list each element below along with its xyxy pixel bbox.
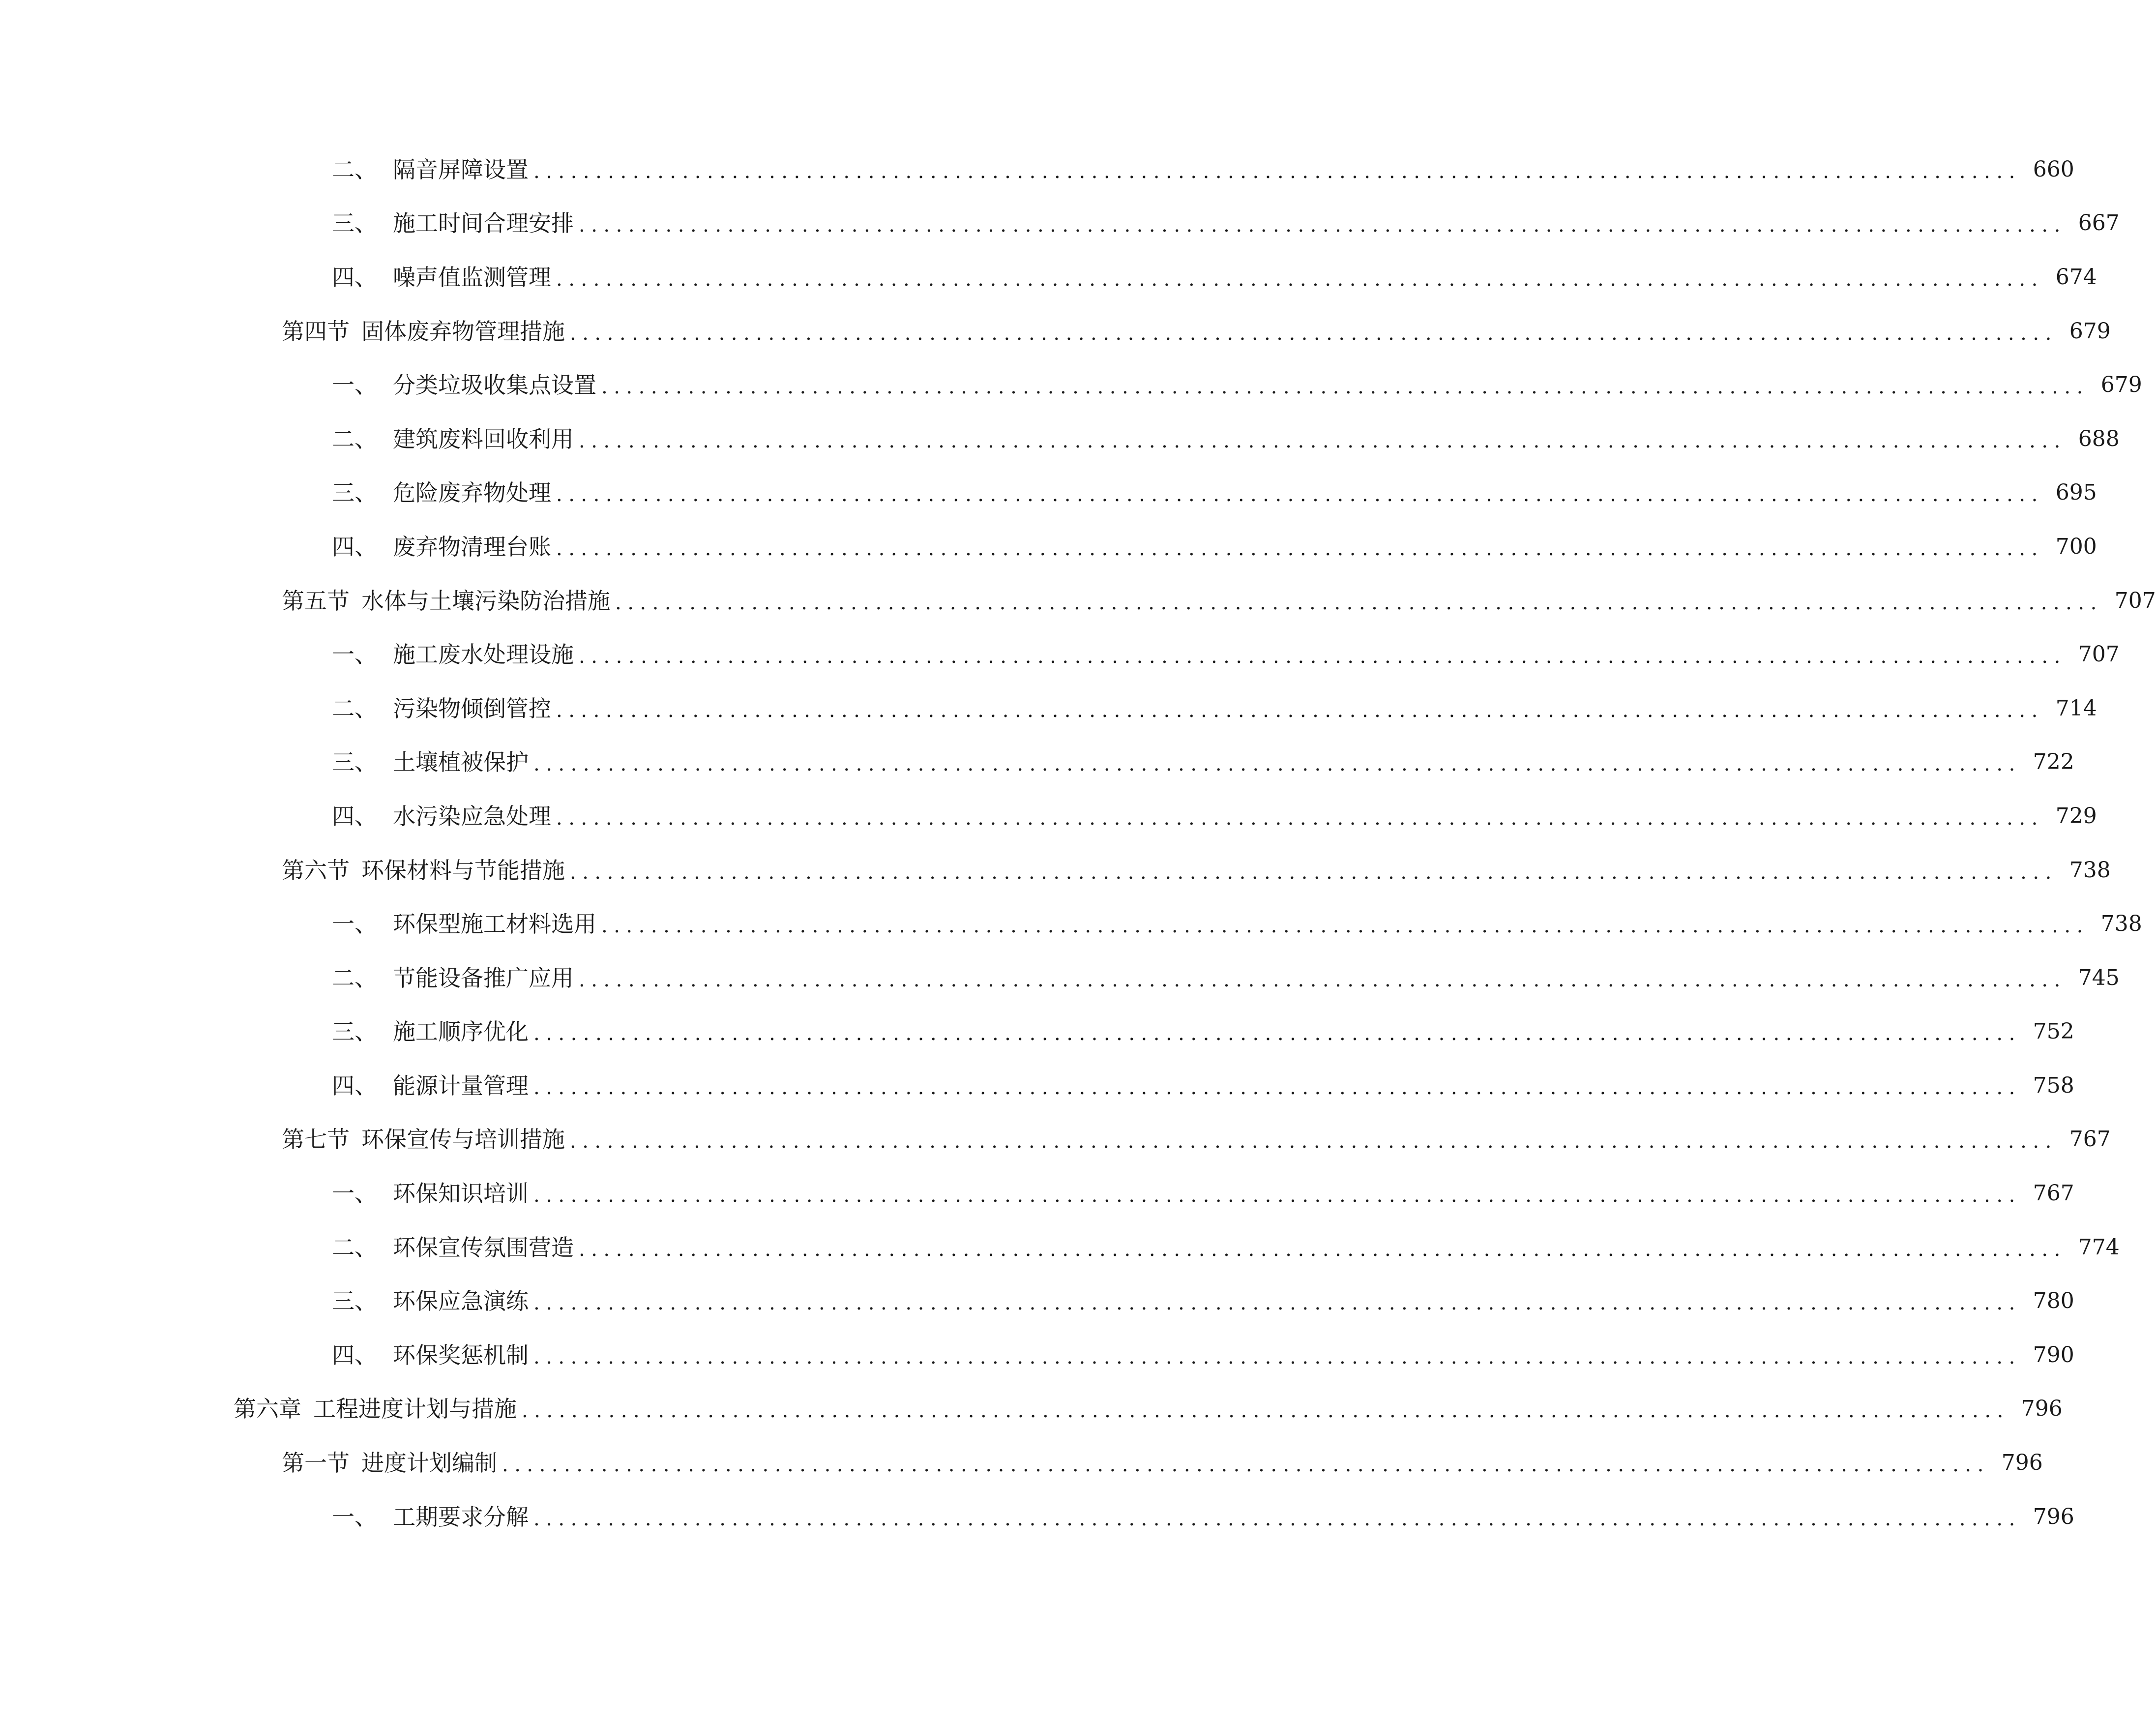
- toc-entry-label: [332, 158, 529, 181]
- toc-entry-title: 土壤植被保护: [393, 749, 529, 776]
- toc-entry[interactable]: [0, 574, 2156, 628]
- toc-entry-title: 环保应急演练: [393, 1288, 529, 1315]
- toc-entry-page-number: 688: [2078, 426, 2120, 451]
- toc-entry-title: 环保宣传与培训措施: [361, 1126, 565, 1153]
- toc-entry-label: [332, 964, 574, 991]
- toc-entry-page-number: 790: [2033, 1342, 2074, 1368]
- toc-entry-label: [282, 1450, 497, 1477]
- dot-leader: ........................................................................................................................: [556, 699, 2044, 722]
- toc-entry-title: 环保材料与节能措施: [361, 857, 565, 884]
- toc-entry[interactable]: [0, 412, 2120, 466]
- toc-entry-title: 能源计量管理: [393, 1072, 529, 1099]
- toc-entry-number: 第四节: [282, 318, 350, 345]
- toc-entry-page-number: 679: [2069, 318, 2111, 344]
- toc-entry-number: 二、: [332, 156, 377, 183]
- toc-entry[interactable]: [0, 1274, 2074, 1328]
- toc-entry-title: 废弃物清理台账: [393, 533, 551, 560]
- toc-entry[interactable]: [0, 1490, 2074, 1544]
- dot-leader: ........................................................................................................................: [570, 1130, 2058, 1153]
- toc-entry[interactable]: [0, 1220, 2120, 1275]
- toc-entry-title: 固体废弃物管理措施: [361, 318, 565, 345]
- dot-leader: ........................................................................................................................: [533, 1022, 2021, 1045]
- dot-leader: ........................................................................................................................: [502, 1454, 1990, 1477]
- toc-entry-number: 第七节: [282, 1126, 350, 1153]
- dot-leader: ........................................................................................................................: [556, 268, 2044, 291]
- toc-entry-page-number: 767: [2033, 1181, 2074, 1206]
- toc-entry[interactable]: [0, 1436, 2043, 1490]
- toc-entry-title: 施工废水处理设施: [393, 641, 574, 668]
- dot-leader: ........................................................................................................................: [570, 861, 2058, 884]
- toc-entry-page-number: 780: [2033, 1288, 2074, 1314]
- toc-entry-page-number: 707: [2078, 642, 2120, 667]
- toc-entry-title: 污染物倾倒管控: [393, 695, 551, 722]
- toc-entry[interactable]: [0, 1166, 2074, 1220]
- toc-entry-number: 一、: [332, 1180, 377, 1207]
- toc-entry-number: 四、: [332, 1341, 377, 1368]
- dot-leader: ........................................................................................................................: [579, 1238, 2067, 1261]
- toc-entry-number: 二、: [332, 695, 377, 722]
- toc-entry-label: [332, 1020, 529, 1043]
- toc-entry-label: [282, 1128, 565, 1151]
- dot-leader: ........................................................................................................................: [579, 645, 2067, 668]
- toc-entry-title: 水污染应急处理: [393, 803, 551, 830]
- toc-entry-title: 环保宣传氛围营造: [393, 1234, 574, 1261]
- toc-entry-number: 三、: [332, 1018, 377, 1045]
- toc-entry-page-number: 722: [2033, 749, 2074, 775]
- dot-leader: ........................................................................................................................: [556, 806, 2044, 830]
- toc-entry-number: 二、: [332, 425, 377, 452]
- toc-entry-label: [282, 320, 565, 343]
- toc-entry[interactable]: [0, 1113, 2111, 1167]
- toc-entry-page-number: 738: [2100, 911, 2142, 937]
- toc-entry[interactable]: [0, 250, 2097, 304]
- dot-leader: ........................................................................................................................: [556, 537, 2044, 560]
- toc-entry-title: 工程进度计划与措施: [313, 1396, 517, 1423]
- toc-entry-label: [234, 1396, 517, 1423]
- dot-leader: ........................................................................................................................: [533, 1292, 2021, 1315]
- toc-entry-page-number: 695: [2055, 480, 2097, 506]
- dot-leader: ........................................................................................................................: [533, 1345, 2021, 1368]
- toc-entry-label: [332, 1236, 574, 1259]
- toc-entry-title: 噪声值监测管理: [393, 264, 551, 291]
- table-of-contents: [0, 143, 2156, 1544]
- toc-entry[interactable]: [0, 1382, 2063, 1436]
- dot-leader: ........................................................................................................................: [533, 160, 2021, 183]
- toc-entry[interactable]: [0, 1059, 2074, 1113]
- toc-entry-number: 三、: [332, 749, 377, 776]
- dot-leader: ........................................................................................................................: [579, 968, 2067, 991]
- toc-entry-title: 分类垃圾收集点设置: [393, 372, 596, 399]
- dot-leader: ........................................................................................................................: [570, 322, 2058, 345]
- dot-leader: ........................................................................................................................: [533, 1184, 2021, 1207]
- toc-entry-title: 节能设备推广应用: [393, 964, 574, 991]
- toc-entry[interactable]: [0, 520, 2097, 574]
- toc-entry-number: 二、: [332, 1234, 377, 1261]
- toc-entry-number: 三、: [332, 479, 377, 506]
- toc-entry-page-number: 660: [2033, 156, 2074, 182]
- toc-entry-title: 危险废弃物处理: [393, 479, 551, 506]
- toc-entry-label: [332, 749, 529, 776]
- dot-leader: ........................................................................................................................: [533, 1076, 2021, 1099]
- toc-entry-number: 一、: [332, 372, 377, 399]
- dot-leader: ........................................................................................................................: [601, 376, 2089, 399]
- toc-entry-page-number: 738: [2069, 857, 2111, 883]
- dot-leader: ........................................................................................................................: [522, 1399, 2009, 1423]
- toc-entry-page-number: 700: [2055, 534, 2097, 559]
- toc-entry-label: [282, 587, 610, 614]
- toc-entry-label: [332, 425, 574, 452]
- toc-entry-title: 施工顺序优化: [393, 1018, 529, 1045]
- dot-leader: ........................................................................................................................: [579, 214, 2067, 237]
- toc-entry-title: 水体与土壤污染防治措施: [361, 587, 610, 614]
- toc-entry-number: 一、: [332, 911, 377, 938]
- toc-entry-page-number: 729: [2055, 803, 2097, 829]
- toc-entry-label: [332, 1503, 529, 1530]
- toc-entry-number: 四、: [332, 1072, 377, 1099]
- toc-entry-number: 一、: [332, 641, 377, 668]
- toc-entry[interactable]: [0, 304, 2111, 358]
- toc-entry[interactable]: [0, 358, 2142, 412]
- toc-entry-page-number: 752: [2033, 1019, 2074, 1044]
- toc-entry-label: [332, 643, 574, 666]
- toc-entry-title: 环保型施工材料选用: [393, 911, 596, 938]
- toc-entry-number: 第六章: [234, 1396, 301, 1423]
- toc-entry-page-number: 667: [2078, 210, 2120, 236]
- toc-entry-number: 四、: [332, 264, 377, 291]
- dot-leader: ........................................................................................................................: [533, 753, 2021, 776]
- dot-leader: ........................................................................................................................: [556, 483, 2044, 506]
- toc-entry-title: 建筑废料回收利用: [393, 425, 574, 452]
- toc-entry-label: [332, 372, 596, 399]
- toc-entry[interactable]: [0, 143, 2074, 197]
- toc-entry[interactable]: [0, 789, 2097, 843]
- toc-entry-page-number: 714: [2055, 695, 2097, 721]
- toc-entry[interactable]: [0, 197, 2120, 251]
- toc-entry-label: [282, 859, 565, 882]
- toc-entry-page-number: 774: [2078, 1234, 2120, 1260]
- toc-entry-title: 施工时间合理安排: [393, 210, 574, 237]
- toc-entry[interactable]: [0, 1005, 2074, 1059]
- toc-entry-label: [332, 1288, 529, 1315]
- toc-entry-number: 第一节: [282, 1450, 350, 1477]
- toc-entry[interactable]: [0, 627, 2120, 682]
- toc-entry[interactable]: [0, 951, 2120, 1005]
- toc-entry-page-number: 745: [2078, 965, 2120, 990]
- toc-entry-title: 工期要求分解: [393, 1503, 529, 1530]
- toc-entry-number: 第五节: [282, 587, 350, 614]
- toc-entry-title: 环保知识培训: [393, 1180, 529, 1207]
- toc-entry-page-number: 796: [2001, 1450, 2043, 1476]
- dot-leader: ........................................................................................................................: [579, 429, 2067, 452]
- toc-entry-label: [332, 535, 551, 558]
- toc-entry-number: 四、: [332, 803, 377, 830]
- toc-entry[interactable]: [0, 897, 2142, 951]
- toc-entry-label: [332, 481, 551, 504]
- toc-entry-label: [332, 266, 551, 289]
- toc-entry[interactable]: [0, 1328, 2074, 1382]
- toc-entry-page-number: 796: [2021, 1396, 2063, 1422]
- toc-entry-number: 一、: [332, 1503, 377, 1530]
- toc-entry[interactable]: [0, 682, 2097, 736]
- toc-entry-title: 进度计划编制: [361, 1450, 497, 1477]
- toc-entry-label: [332, 911, 596, 938]
- toc-entry-page-number: 767: [2069, 1127, 2111, 1152]
- toc-entry-page-number: 758: [2033, 1072, 2074, 1098]
- toc-entry-label: [332, 1074, 529, 1097]
- dot-leader: ........................................................................................................................: [615, 591, 2103, 614]
- toc-entry-page-number: 674: [2055, 264, 2097, 290]
- toc-entry-title: 环保奖惩机制: [393, 1341, 529, 1368]
- toc-entry-number: 二、: [332, 964, 377, 991]
- dot-leader: ........................................................................................................................: [601, 915, 2089, 938]
- toc-entry[interactable]: [0, 466, 2097, 520]
- toc-entry[interactable]: [0, 736, 2074, 790]
- toc-entry-number: 第六节: [282, 857, 350, 884]
- toc-entry[interactable]: [0, 843, 2111, 897]
- toc-entry-label: [332, 805, 551, 828]
- toc-entry-number: 四、: [332, 533, 377, 560]
- toc-entry-title: 隔音屏障设置: [393, 156, 529, 183]
- toc-entry-label: [332, 1341, 529, 1368]
- toc-entry-page-number: 707: [2114, 588, 2156, 613]
- toc-entry-page-number: 679: [2100, 372, 2142, 398]
- toc-entry-label: [332, 212, 574, 235]
- toc-entry-label: [332, 697, 551, 720]
- toc-entry-page-number: 796: [2033, 1504, 2074, 1529]
- dot-leader: ........................................................................................................................: [533, 1507, 2021, 1530]
- toc-entry-label: [332, 1182, 529, 1205]
- toc-entry-number: 三、: [332, 210, 377, 237]
- toc-entry-number: 三、: [332, 1288, 377, 1315]
